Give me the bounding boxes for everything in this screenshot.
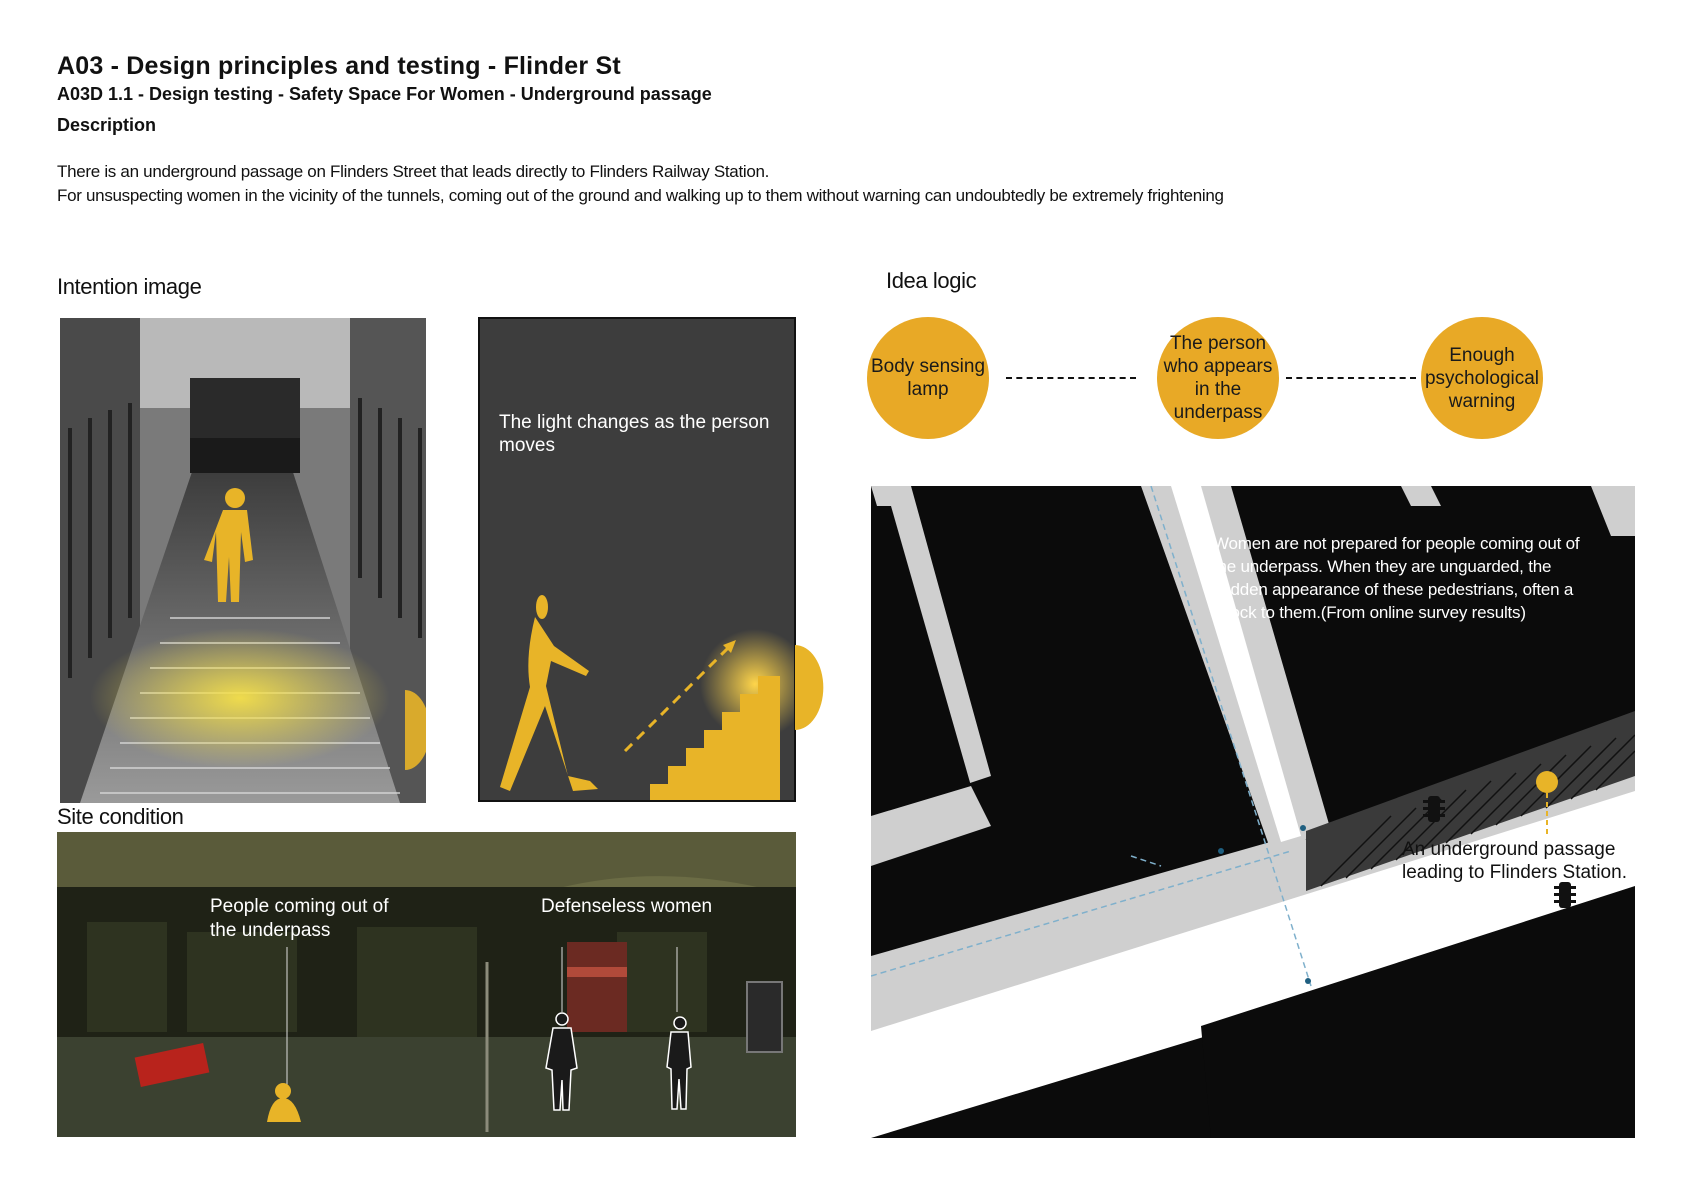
idea-connector: [1006, 377, 1136, 379]
stairs-photo: [60, 318, 426, 803]
survey-note: Women are not prepared for people coming out of the underpass. When they are unguarded, the sudden appearance of these pedestrians, often a shock to them.(From online survey results): [1213, 534, 1580, 622]
idea-circle-psychological-warning: [1421, 317, 1543, 439]
lamp-marker-icon: [1536, 771, 1558, 793]
section-idea-logic: Idea logic: [886, 268, 977, 293]
idea-connector: [1286, 377, 1416, 379]
light-concept-text: The light changes as the person moves: [499, 412, 770, 456]
idea-circle-label: Enough psychological warning: [1424, 344, 1540, 412]
underground-passage-label: An underground passage leading to Flinders Station.: [1402, 839, 1627, 883]
page-subtitle: A03D 1.1 - Design testing - Safety Space For Women - Underground passage: [57, 84, 712, 104]
site-label-defenseless-women: Defenseless women: [541, 896, 713, 917]
idea-circle-body-sensing-lamp: [867, 317, 989, 439]
description-line-1: There is an underground passage on Flinders Street that leads directly to Flinders Railway Station.: [57, 162, 770, 181]
walking-person-icon: [500, 595, 598, 791]
idea-circle-person-underpass: [1157, 317, 1279, 439]
section-intention-image: Intention image: [57, 274, 202, 299]
stairs-photo-illustration: [60, 318, 426, 803]
site-map: [871, 486, 1635, 1138]
description-heading: Description: [57, 115, 157, 135]
description-line-2: For unsuspecting women in the vicinity of the tunnels, coming out of the ground and walking up to them without warning can undoubtedly be extremely frightening: [57, 186, 1224, 205]
page-title: A03 - Design principles and testing - Flinder St: [57, 52, 621, 80]
light-concept-illustration: [480, 319, 796, 802]
light-concept-panel: [478, 317, 796, 802]
idea-circle-label: The person who appears in the underpass: [1163, 333, 1273, 423]
idea-circle-label: Body sensing lamp: [870, 356, 986, 400]
section-site-condition: Site condition: [57, 804, 184, 829]
light-glow-edge-icon: [795, 640, 825, 735]
site-label-emerging-people: People coming out of the underpass: [210, 896, 389, 941]
site-photo-illustration: [57, 832, 796, 1137]
site-condition-photo: [57, 832, 796, 1137]
